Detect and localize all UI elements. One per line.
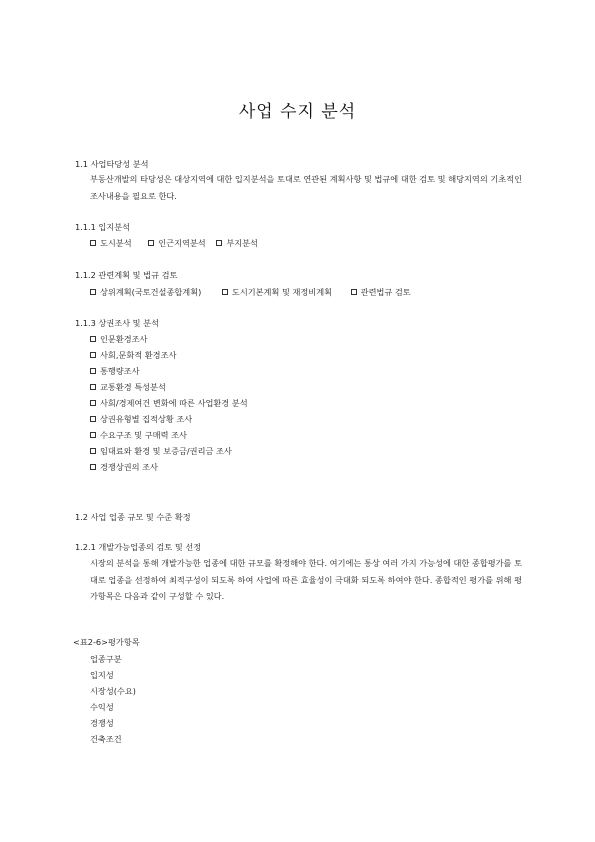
- evaluation-item: 수익성: [90, 702, 114, 712]
- option-city-analysis: 도시분석: [90, 238, 132, 248]
- evaluation-item: 경쟁성: [90, 718, 114, 728]
- evaluation-item: 업종구분: [90, 654, 122, 664]
- option-upper-plan: 상위계획(국토건설종합계획): [90, 287, 201, 297]
- section-1-2-heading: 1.2 사업 업종 규모 및 수준 확정: [75, 512, 191, 522]
- list-item: 임대료와 환경 및 보증금/권리금 조사: [90, 446, 232, 457]
- checkbox-icon: [90, 400, 96, 406]
- plan-review-options: [90, 287, 425, 298]
- list-item: 통행량조사: [90, 366, 140, 377]
- checkbox-icon: [90, 432, 96, 438]
- evaluation-item: 입지성: [90, 670, 114, 680]
- checkbox-icon: [90, 448, 96, 454]
- list-item: 사회,문화적 환경조사: [90, 350, 176, 361]
- list-item: 인문환경조사: [90, 334, 147, 345]
- checkbox-icon: [222, 289, 228, 295]
- checkbox-icon: [90, 240, 96, 246]
- section-1-2-1-paragraph: 시장의 분석을 통해 개발가능한 업종에 대한 규모를 확정해야 한다. 여기에는 통상 여러 가지 가능성에 대한 종합평가를 토대로 업종을 선정하여 최적구성이 되도록 하여 사업에 따른 효율성이 극대화 되도록 하여야 한다. 종합적인 평가를 위해 평가항목은 다음과 같이 구성할 수 있다.: [90, 558, 522, 601]
- checkbox-icon: [351, 289, 357, 295]
- checkbox-icon: [90, 416, 96, 422]
- list-item: 교통환경 특성분석: [90, 382, 166, 393]
- evaluation-item: 건축조건: [90, 734, 122, 744]
- option-law-review: 관련법규 검토: [351, 287, 411, 297]
- checkbox-icon: [148, 240, 154, 246]
- site-analysis-options: [90, 238, 272, 249]
- evaluation-item: 시장성(수요): [90, 686, 136, 696]
- list-item: 경쟁상권의 조사: [90, 462, 158, 473]
- section-1-1-1-heading: 1.1.1 입지분석: [75, 222, 131, 232]
- option-neighborhood-analysis: 인근지역분석: [148, 238, 205, 248]
- section-1-2-1-heading: 1.2.1 개발가능업종의 검토 및 선정: [75, 542, 202, 552]
- list-item: 상권유형별 집적상황 조사: [90, 414, 192, 425]
- checkbox-icon: [216, 240, 222, 246]
- checkbox-icon: [90, 464, 96, 470]
- list-item: 사회/경제여건 변화에 따른 사업환경 분석: [90, 398, 248, 409]
- option-site-analysis: 부지분석: [216, 238, 258, 248]
- section-1-1-3-heading: 1.1.3 상권조사 및 분석: [75, 318, 160, 328]
- option-city-basic-plan: 도시기본계획 및 재정비계획: [222, 287, 332, 297]
- table-caption: <표2-6>평가항목: [73, 637, 140, 647]
- checkbox-icon: [90, 289, 96, 295]
- list-item: 수요구조 및 구매력 조사: [90, 430, 187, 441]
- checkbox-icon: [90, 336, 96, 342]
- checkbox-icon: [90, 368, 96, 374]
- checkbox-icon: [90, 384, 96, 390]
- checkbox-icon: [90, 352, 96, 358]
- section-1-1-paragraph: 부동산개발의 타당성은 대상지역에 대한 입지분석을 토대로 연관된 계획사항 및 법규에 대한 검토 및 해당지역의 기초적인 조사내용을 필요로 한다.: [90, 174, 522, 201]
- section-1-1-heading: 1.1 사업타당성 분석: [75, 159, 149, 169]
- section-1-1-2-heading: 1.1.2 관련계획 및 법규 검토: [75, 270, 178, 280]
- page-title: 사업 수지 분석: [238, 102, 357, 122]
